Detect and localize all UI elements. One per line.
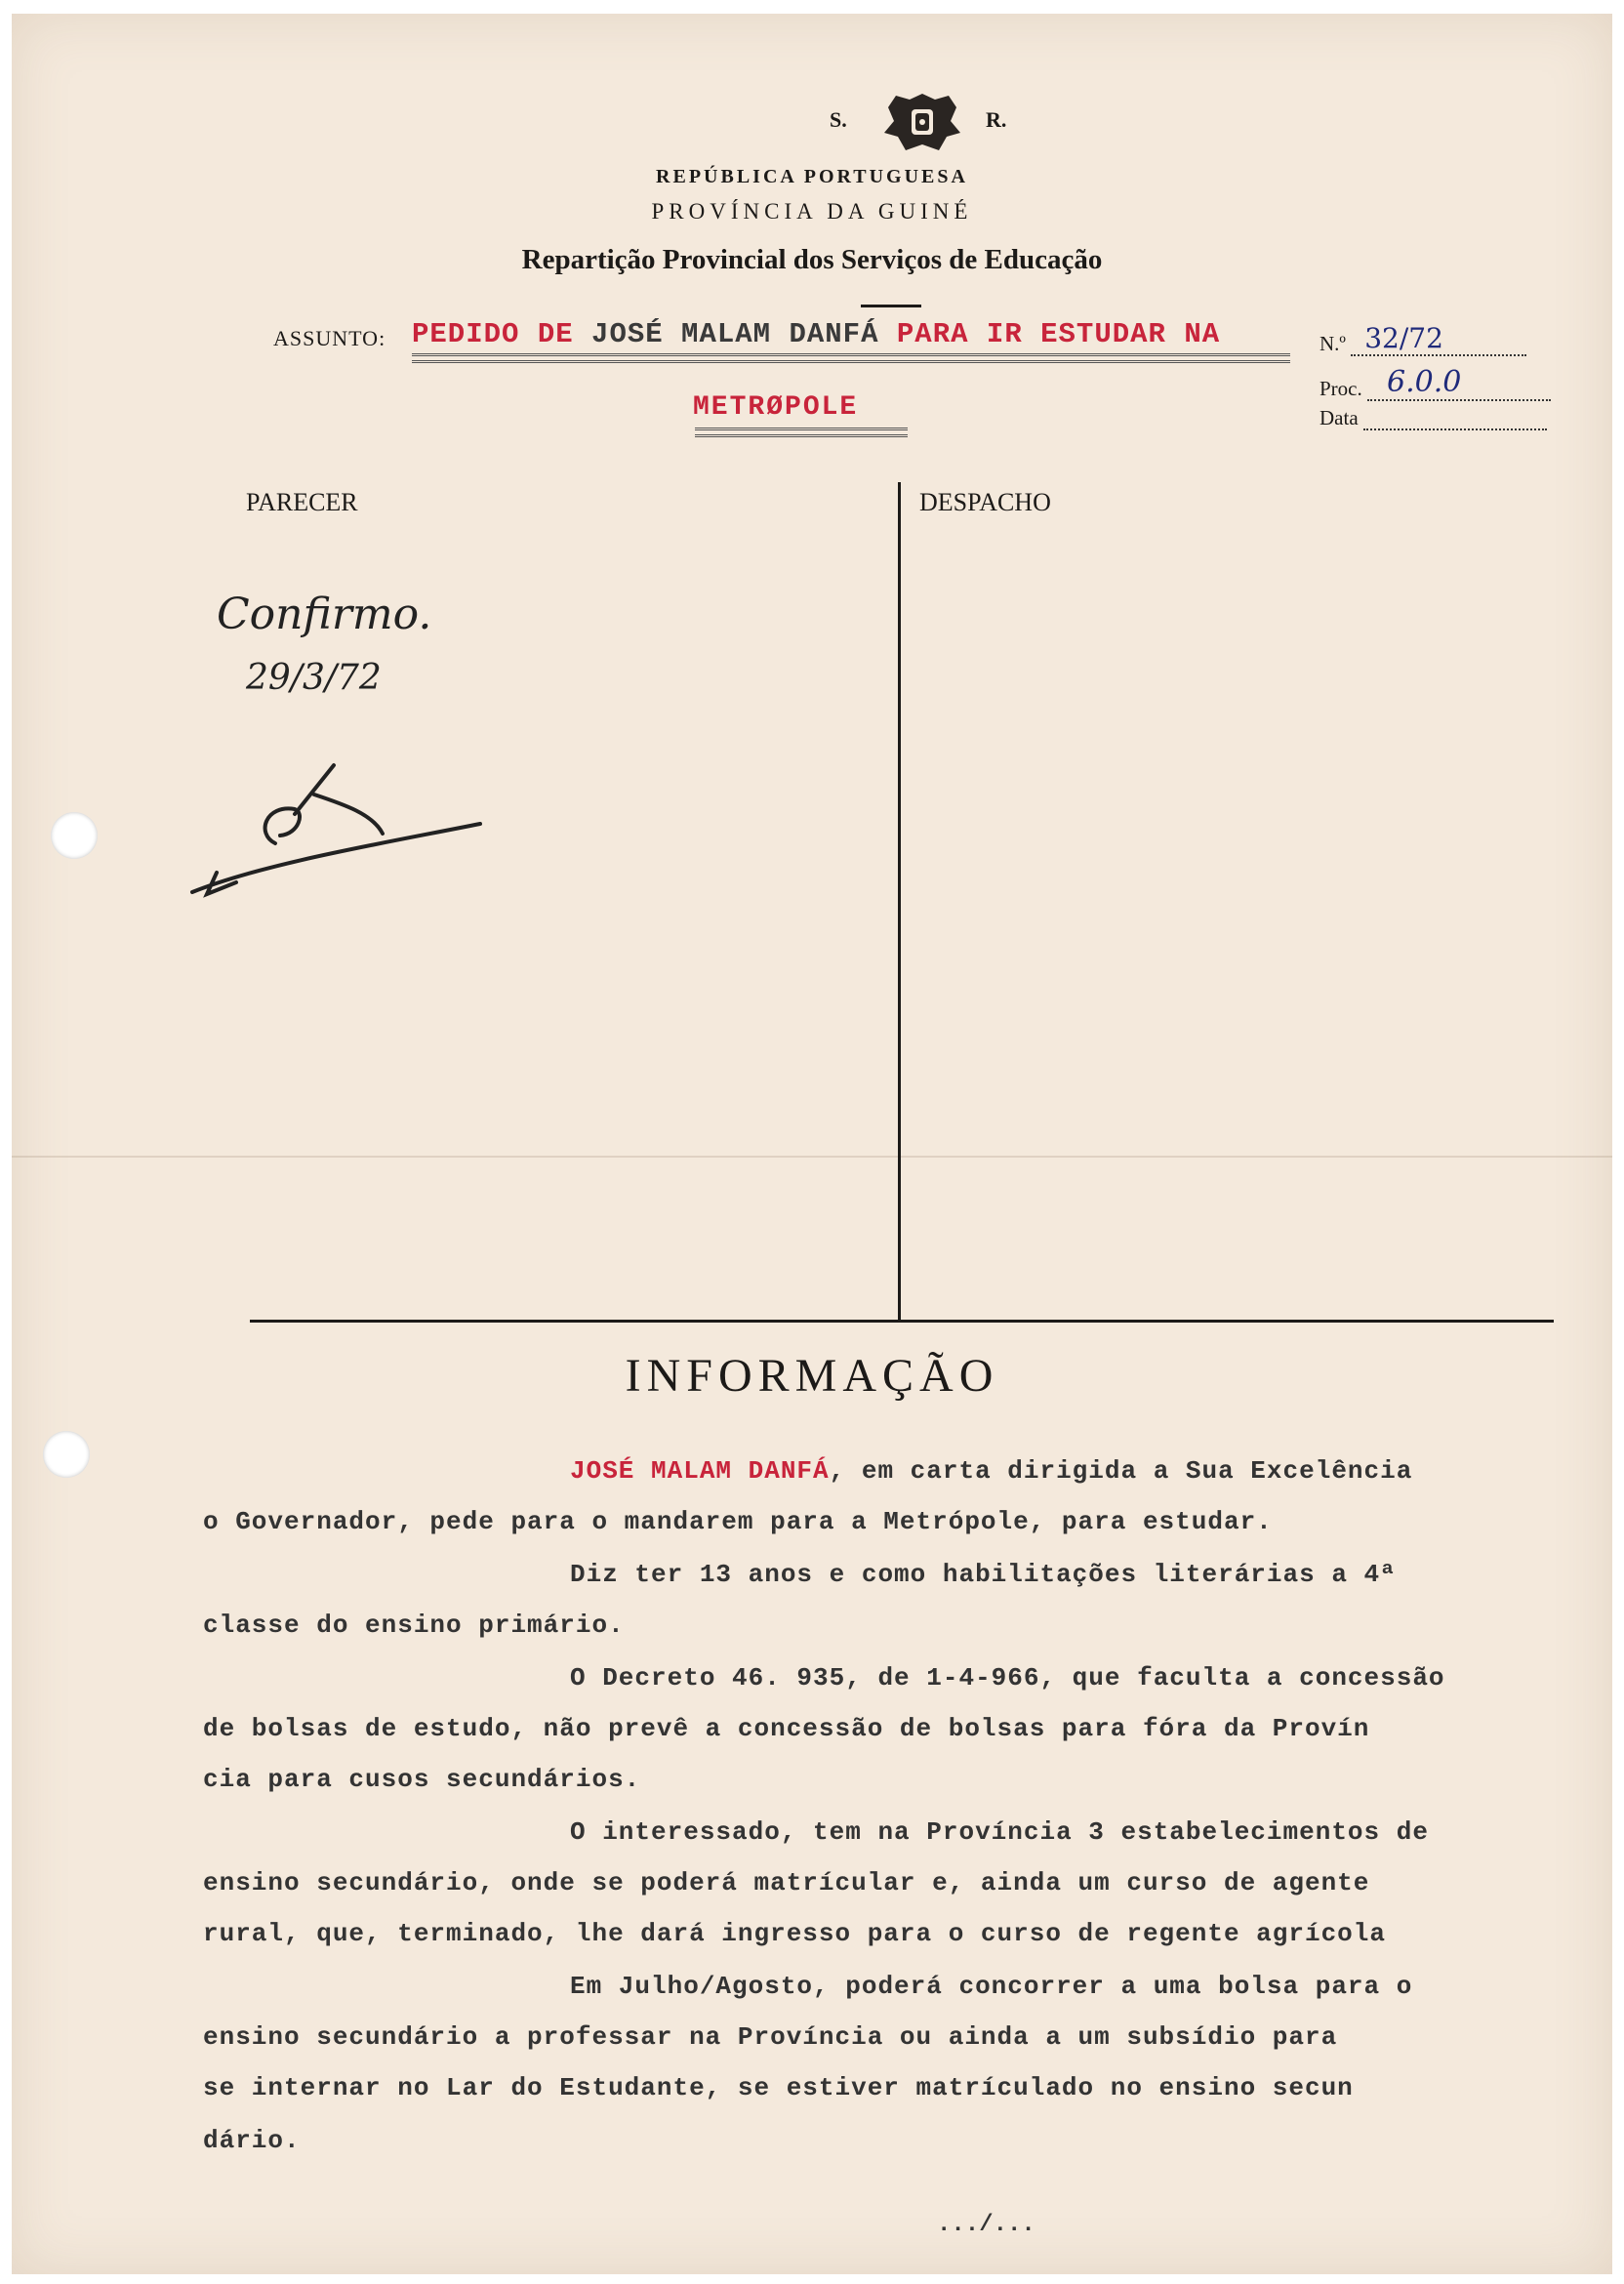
column-divider	[898, 482, 901, 1320]
body-text: , em carta dirigida a Sua Excelência	[829, 1456, 1413, 1486]
despacho-heading: DESPACHO	[919, 488, 1051, 516]
body-line: cia para cusos secundários.	[203, 1765, 641, 1794]
paper-fold	[12, 1156, 1612, 1158]
punch-hole	[51, 812, 98, 859]
body-line: o Governador, pede para o mandarem para a Metrópole, para estudar.	[203, 1507, 1273, 1536]
subject-part-a: PEDIDO DE	[412, 318, 574, 350]
republic-heading: REPÚBLICA PORTUGUESA	[656, 166, 968, 187]
handwritten-date: 29/3/72	[246, 658, 382, 698]
number-field	[1320, 322, 1526, 356]
body-line: classe do ensino primário.	[203, 1611, 625, 1640]
subject-name: JOSÉ MALAM DANFÁ	[591, 318, 879, 350]
signature-icon	[187, 726, 539, 902]
seal-right-letter: R.	[986, 107, 1007, 132]
punch-hole	[43, 1431, 90, 1478]
number-label: N.º	[1320, 332, 1346, 355]
subject-underline-2	[695, 428, 908, 437]
process-label: Proc.	[1320, 377, 1362, 400]
informacao-heading: INFORMAÇÃO	[625, 1350, 999, 1402]
body-line	[570, 1456, 1412, 1486]
body-line: se internar no Lar do Estudante, se estiver matrículado no ensino secun	[203, 2073, 1354, 2102]
process-field	[1320, 365, 1551, 401]
body-line: rural, que, terminado, lhe dará ingresso para o curso de regente agrícola	[203, 1919, 1386, 1948]
header-divider	[861, 305, 921, 307]
handwritten-confirm: Confirmo.	[217, 590, 432, 639]
body-line: ensino secundário, onde se poderá matrícular e, ainda um curso de agente	[203, 1868, 1370, 1897]
body-line: ensino secundário a professar na Província ou ainda a um subsídio para	[203, 2022, 1338, 2052]
seal-left-letter: S.	[830, 107, 847, 132]
body-line: O interessado, tem na Província 3 estabelecimentos de	[570, 1817, 1429, 1847]
body-line: O Decreto 46. 935, de 1-4-966, que faculta a concessão	[570, 1663, 1445, 1693]
subject-part-b: PARA IR ESTUDAR NA	[896, 318, 1221, 350]
department-heading: Repartição Provincial dos Serviços de Educação	[521, 244, 1103, 275]
coat-of-arms-block	[812, 90, 1046, 158]
body-line: de bolsas de estudo, não prevê a concessão de bolsas para fóra da Provín	[203, 1714, 1370, 1743]
subject-line	[412, 318, 1220, 350]
continuation-mark: .../...	[937, 2212, 1035, 2238]
province-heading: PROVÍNCIA DA GUINÉ	[651, 199, 973, 224]
body-line: dário.	[203, 2126, 301, 2155]
parecer-heading: PARECER	[246, 488, 358, 516]
number-value: 32/72	[1364, 322, 1443, 354]
process-value: 6.0.0	[1387, 365, 1462, 399]
document-page	[12, 14, 1612, 2274]
subject-label: ASSUNTO:	[273, 326, 386, 350]
coat-of-arms-icon	[878, 90, 966, 154]
date-field	[1320, 406, 1547, 430]
date-label: Data	[1320, 406, 1359, 429]
subject-underline	[412, 353, 1290, 363]
date-value-blank	[1363, 407, 1547, 430]
section-divider	[250, 1320, 1554, 1323]
subject-continuation: METRØPOLE	[693, 392, 859, 423]
body-line: Diz ter 13 anos e como habilitações literárias a 4ª	[570, 1560, 1397, 1589]
body-line: Em Julho/Agosto, poderá concorrer a uma bolsa para o	[570, 1972, 1413, 2001]
handwritten-opinion	[187, 580, 539, 892]
applicant-name: JOSÉ MALAM DANFÁ	[570, 1456, 830, 1486]
